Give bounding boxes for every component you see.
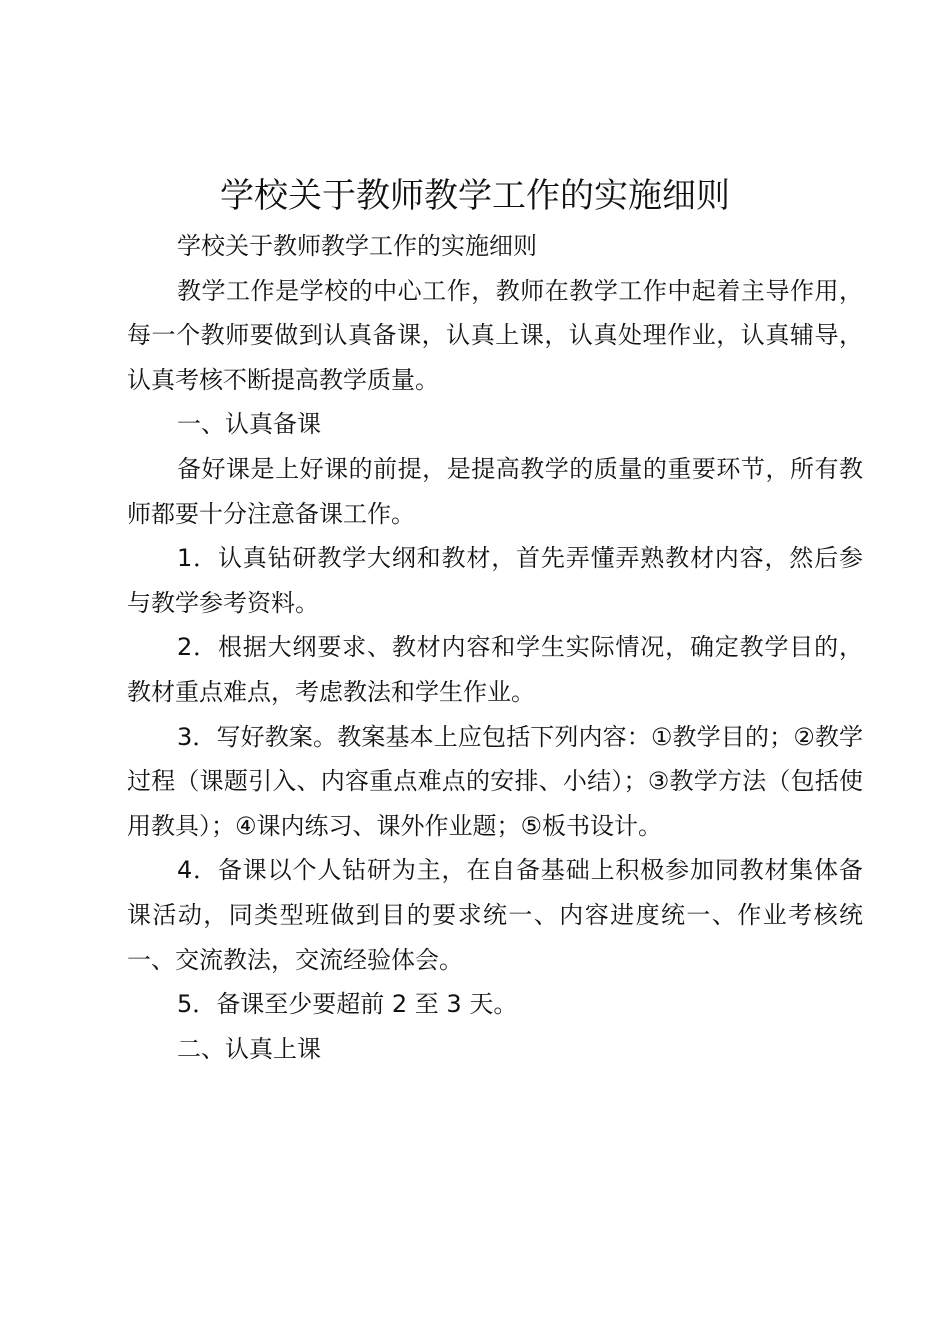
list-item-1: 1．认真钻研教学大纲和教材，首先弄懂弄熟教材内容，然后参与教学参考资料。 [127, 544, 863, 617]
list-item-4: 4．备课以个人钻研为主，在自备基础上积极参加同教材集体备课活动，同类型班做到目的要求统一、内容进度统一、作业考核统一、交流教法，交流经验体会。 [127, 856, 863, 974]
paragraph-intro: 教学工作是学校的中心工作，教师在教学工作中起着主导作用，每一个教师要做到认真备课，认真上课，认真处理作业，认真辅导，认真考核不断提高教学质量。 [127, 276, 863, 394]
section-heading-lesson-prep: 一、认真备课 [177, 410, 321, 439]
paragraph-lesson-prep-intro: 备好课是上好课的前提，是提高教学的质量的重要环节，所有教师都要十分注意备课工作。 [127, 454, 863, 528]
document-subtitle: 学校关于教师教学工作的实施细则 [177, 232, 537, 260]
section-heading-teaching: 二、认真上课 [177, 1034, 321, 1063]
list-item-5: 5．备课至少要超前 2 至 3 天。 [177, 990, 518, 1019]
list-item-2: 2．根据大纲要求、教材内容和学生实际情况，确定教学目的，教材重点难点，考虑教法和学生作业。 [127, 633, 863, 706]
document-title: 学校关于教师教学工作的实施细则 [220, 176, 730, 216]
list-item-3: 3．写好教案。教案基本上应包括下列内容：①教学目的；②教学过程（课题引入、内容重点难点的安排、小结）；③教学方法（包括使用教具）；④课内练习、课外作业题；⑤板书设计。 [127, 722, 863, 840]
document-body [127, 224, 863, 1071]
